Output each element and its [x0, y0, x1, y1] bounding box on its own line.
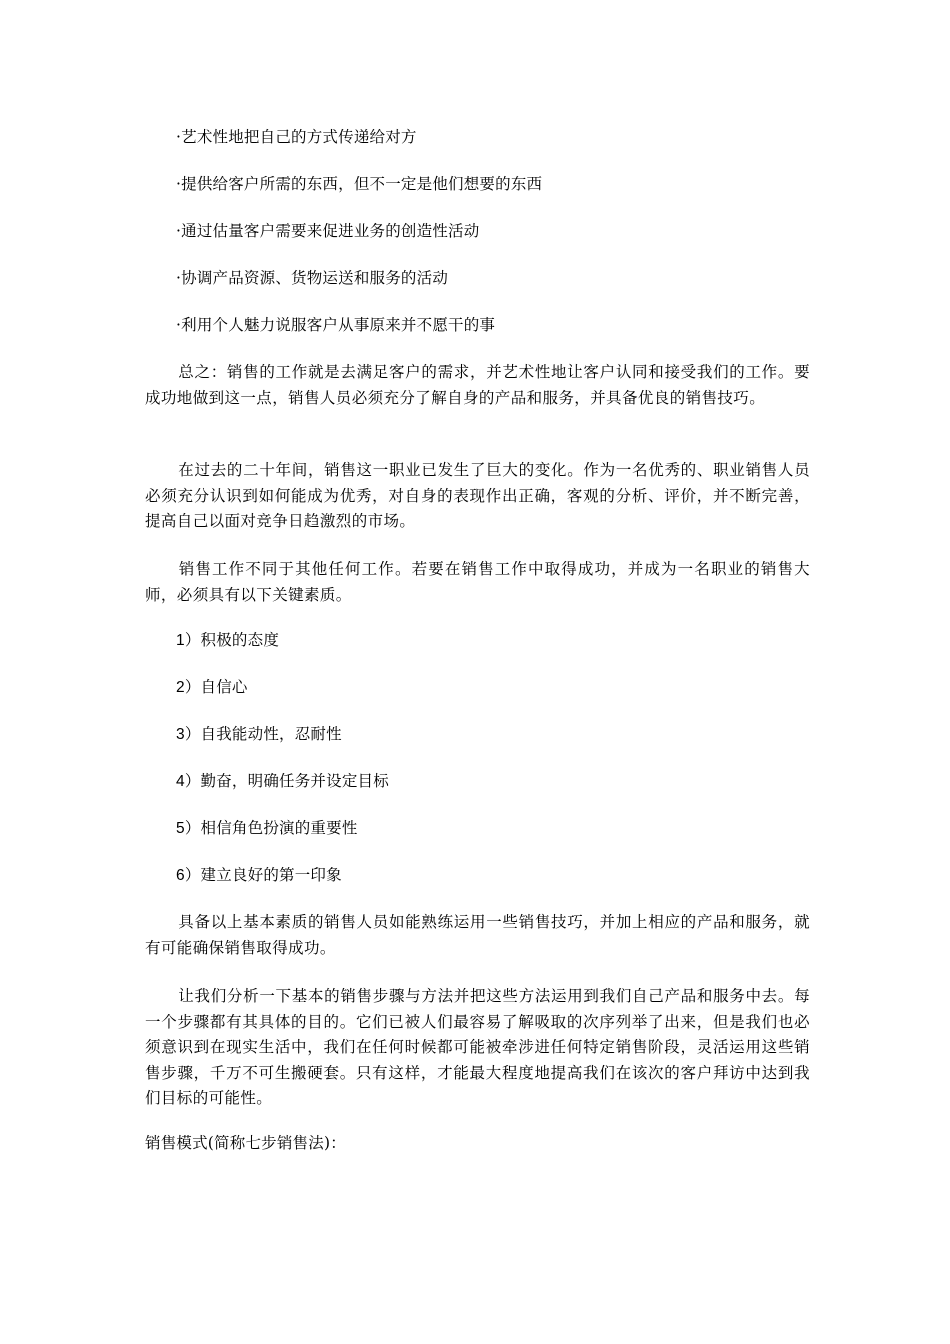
skills-text: 具备以上基本素质的销售人员如能熟练运用一些销售技巧，并加上相应的产品和服务，就有可能确保销售取得成功。 [145, 913, 810, 957]
quality-number: 3） [176, 726, 201, 743]
career-change-text: 在过去的二十年间，销售这一职业已发生了巨大的变化。作为一名优秀的、职业销售人员必须充分认识到如何能成为优秀，对自身的表现作出正确，客观的分析、评价，并不断完善，提高自己以面对竞争日趋激烈的市场。 [145, 461, 810, 530]
bullet-item: ·提供给客户所需的东西，但不一定是他们想要的东西 [176, 175, 543, 193]
quality-number: 1） [176, 632, 201, 649]
quality-item [176, 677, 248, 698]
sales-steps-text: 让我们分析一下基本的销售步骤与方法并把这些方法运用到我们自己产品和服务中去。每一个步骤都有其具体的目的。它们已被人们最容易了解吸取的次序列举了出来，但是我们也必须意识到在现实生活中，我们在任何时候都可能被牵涉进任何特定销售阶段，灵活运用这些销售步骤，千万不可生搬硬套。只有这样，才能最大程度地提高我们在该次的客户拜访中达到我们目标的可能性。 [145, 987, 810, 1107]
quality-number: 6） [176, 867, 201, 884]
qualities-intro-text: 销售工作不同于其他任何工作。若要在销售工作中取得成功，并成为一名职业的销售大师，必须具有以下关键素质。 [145, 560, 810, 604]
quality-item [176, 724, 342, 745]
bullet-item: ·利用个人魅力说服客户从事原来并不愿干的事 [176, 316, 496, 334]
quality-number: 5） [176, 820, 201, 837]
quality-item [176, 771, 389, 792]
quality-text: 自信心 [200, 678, 248, 696]
bullet-item: ·通过估量客户需要来促进业务的创造性活动 [176, 222, 480, 240]
quality-text: 建立良好的第一印象 [200, 866, 342, 884]
quality-text: 相信角色扮演的重要性 [200, 819, 358, 837]
bullet-item: ·艺术性地把自己的方式传递给对方 [176, 128, 417, 146]
summary-text: 总之：销售的工作就是去满足客户的需求，并艺术性地让客户认同和接受我们的工作。要成功地做到这一点，销售人员必须充分了解自身的产品和服务，并具备优良的销售技巧。 [145, 363, 810, 407]
bullet-item: ·协调产品资源、货物运送和服务的活动 [176, 269, 449, 287]
skills-paragraph [145, 910, 810, 961]
quality-text: 自我能动性，忍耐性 [200, 725, 342, 743]
quality-item [176, 865, 342, 886]
quality-item [176, 818, 358, 839]
quality-text: 积极的态度 [200, 631, 280, 649]
summary-paragraph [145, 360, 810, 411]
quality-number: 2） [176, 679, 201, 696]
qualities-intro-paragraph [145, 557, 810, 608]
sales-steps-paragraph [145, 984, 810, 1112]
career-change-paragraph [145, 458, 810, 535]
quality-number: 4） [176, 773, 201, 790]
section-heading: 销售模式(简称七步销售法)： [145, 1134, 346, 1152]
quality-text: 勤奋，明确任务并设定目标 [200, 772, 389, 790]
quality-item [176, 630, 279, 651]
